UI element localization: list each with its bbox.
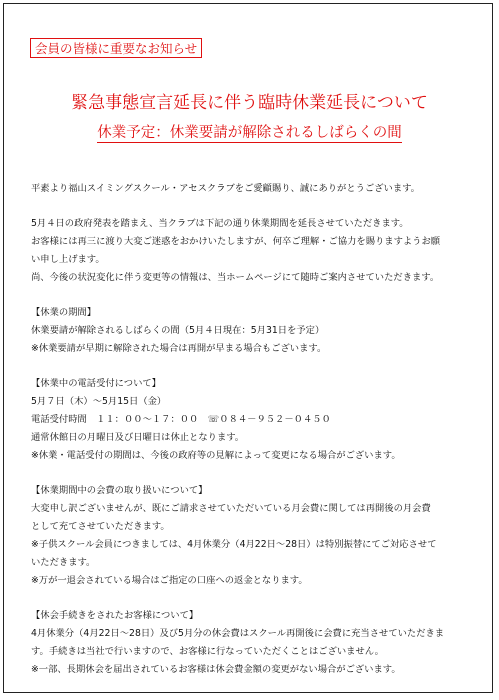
- page-subtitle: [0, 123, 499, 143]
- announcement-line: 尚、今後の状況変化に伴う変更等の情報は、当ホームページにて随時ご案内させていただきます。: [31, 272, 440, 283]
- notice-tag: 会員の皆様に重要なお知らせ: [30, 38, 202, 58]
- leave-procedure-line: ※一部、長期休会を届出されているお客様は休会費金額の変更がない場合がございます。: [31, 664, 401, 675]
- leave-procedure-line: 4月休業分（4月22日〜28日）及び5月分の休会費はスクール再開後に会費に充当させていただきま: [31, 628, 445, 639]
- notice-body: [31, 180, 471, 679]
- closure-period-line: ※休業要請が早期に解除された場合は再開が早まる場合もございます。: [31, 343, 327, 354]
- greeting-line: 平素より福山スイミングスクール・アセスクラブをご愛顧賜り、誠にありがとうございます。: [31, 183, 420, 194]
- closure-period-line: 休業要請が解除されるしばらくの間（5月４日現在：5月31日を予定）: [31, 325, 325, 336]
- fees-line: ※子供スクール会員につきましては、4月休業分（4月22日〜28日）は特別振替にてご対応させて: [31, 539, 437, 550]
- announcement-line: お客様には再三に渡り大変ご迷惑をおかけいたしますが、何卒ご理解・ご協力を賜りますようお願: [31, 236, 441, 247]
- leave-procedure-line: す。手続きは当社で行いますので、お客様に行なっていただくことはございません。: [31, 646, 384, 657]
- phone-reception-heading: 【休業中の電話受付について】: [31, 378, 161, 389]
- fees-line: いただきます。: [31, 557, 96, 568]
- phone-reception-line: 通常休館日の月曜日及び日曜日は休止となります。: [31, 432, 245, 443]
- phone-reception-line: 電話受付時間 １１：００〜１７：００ ☏０８４－９５２－０４５０: [31, 414, 331, 425]
- announcement-line: い申し上げます。: [31, 254, 105, 265]
- fees-line: ※万が一退会されている場合はご指定の口座への返金となります。: [31, 575, 308, 586]
- subtitle-text: 休業予定：休業要請が解除されるしばらくの間: [97, 125, 402, 141]
- announcement-line: 5月４日の政府発表を踏まえ、当クラブは下記の通り休業期間を延長させていただきます。: [31, 218, 409, 229]
- phone-reception-line: ※休業・電話受付の期間は、今後の政府等の見解によって変更になる場合がございます。: [31, 450, 401, 461]
- page-title: 緊急事態宣言延長に伴う臨時休業延長について: [71, 93, 428, 113]
- fees-heading: 【休業期間中の会費の取り扱いについて】: [31, 485, 208, 496]
- phone-reception-line: 5月７日（木）〜5月15日（金）: [31, 396, 167, 407]
- closure-period-heading: 【休業の期間】: [31, 307, 97, 318]
- fees-line: 大変申し訳ございませんが、既にご請求させていただいている月会費に関しては再開後の月会費: [31, 503, 431, 514]
- fees-line: として充てさせていただきます。: [31, 521, 170, 532]
- leave-procedure-heading: 【休会手続きをされたお客様について】: [31, 610, 199, 621]
